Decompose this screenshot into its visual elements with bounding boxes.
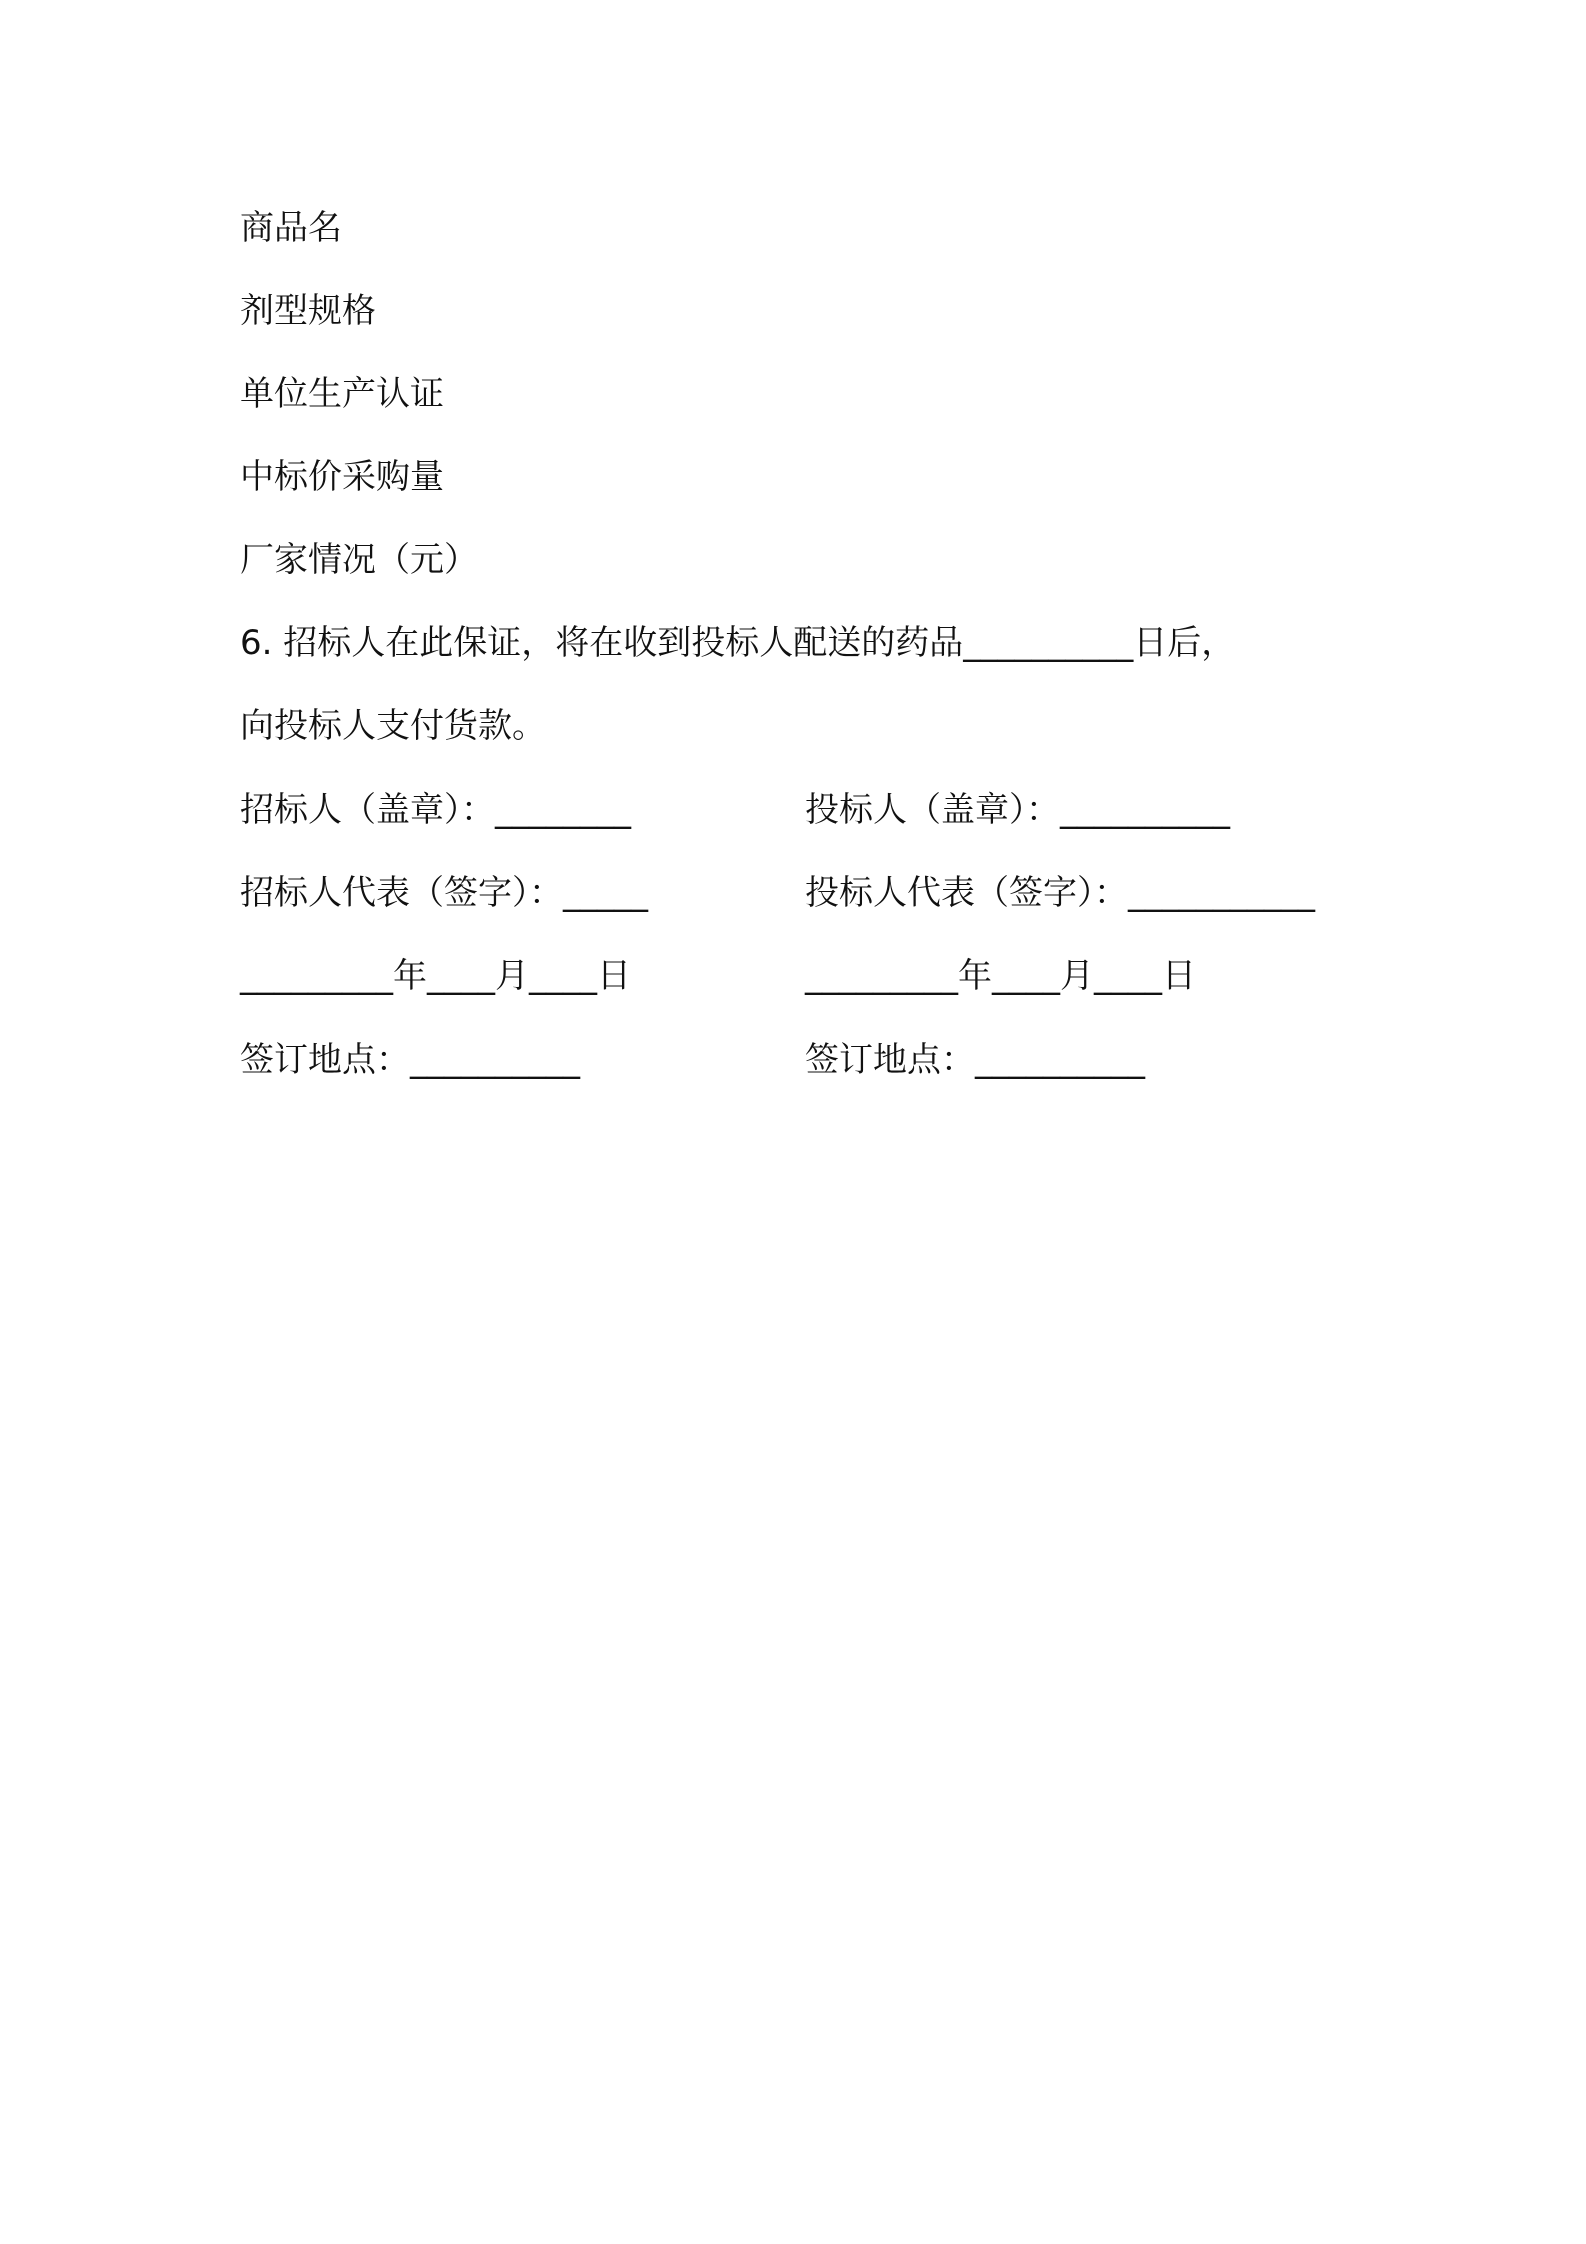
bidder-representative: 投标人代表（签字）：___________ [805,873,1315,913]
bidder-date: _________年____月____日 [805,956,1196,996]
field-product-name: 商品名 [240,208,342,248]
bidder-signing-place: 签订地点：__________ [805,1040,1145,1080]
field-dosage-spec: 剂型规格 [240,291,376,331]
tenderer-representative: 招标人代表（签字）：_____ [240,873,648,913]
bidder-seal: 投标人（盖章）：__________ [805,790,1230,830]
field-bid-price-quantity: 中标价采购量 [240,457,444,497]
tenderer-signing-place: 签订地点：__________ [240,1040,580,1080]
clause-6-payment-continued: 向投标人支付货款。 [240,706,546,746]
tenderer-date: _________年____月____日 [240,956,631,996]
clause-6-payment: 6. 招标人在此保证，将在收到投标人配送的药品__________日后， [240,623,1236,663]
field-manufacturer-info: 厂家情况（元） [240,540,478,580]
field-production-certification: 单位生产认证 [240,374,444,414]
tenderer-seal: 招标人（盖章）：________ [240,790,631,830]
